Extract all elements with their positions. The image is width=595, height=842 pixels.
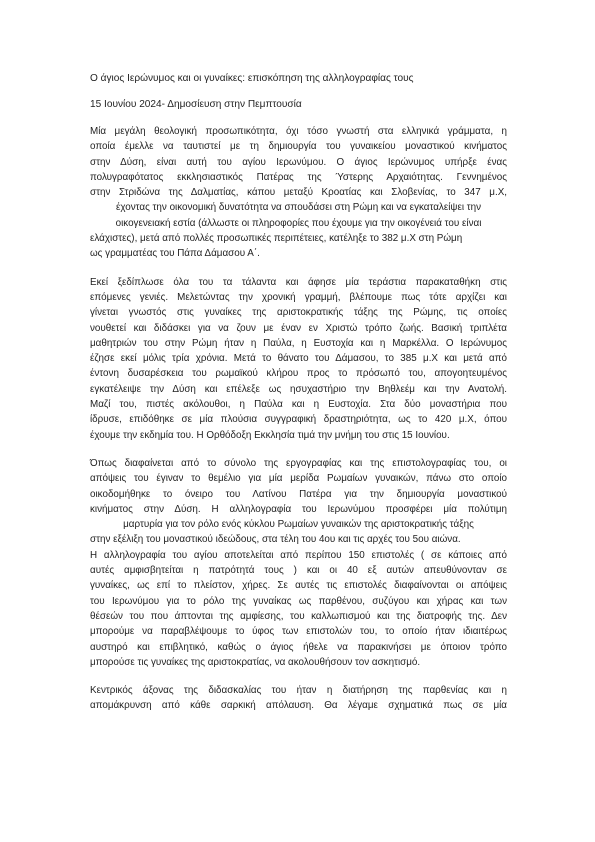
text-line: απόψεις του έγιναν το θεμέλιο για μία μερίδα Ρωμαίων γυναικών, πάνω στο οποίο	[90, 473, 507, 485]
publication-date-line: 15 Ιουνίου 2024- Δημοσίευση στην Πεμπτουσία	[90, 99, 302, 110]
text-line: πολυγραφότατος εκκλησιαστικός Πατέρας της Ύστερης Αρχαιότητας. Γεννημένος	[90, 171, 507, 183]
paragraph-4	[90, 683, 507, 714]
text-line: στην Δύση, είναι αυτή του αγίου Ιερωνύμου. Ο άγιος Ιερώνυμος υπήρξε ένας	[90, 156, 507, 168]
text-line: αυστηρό και επιβλητικό, καθώς ο άγιος ήθελε να παρακινήσει με όποιον τρόπο	[90, 641, 507, 653]
text-line: ίδρυσε, επιδόθηκε σε μία πλούσια συγγραφική δραστηριότητα, ως το 420 μ.Χ, όπου	[90, 414, 507, 426]
text-line: έζησε εκεί μόλις τρία χρόνια. Μετά το θάνατο του Δάμασου, το 385 μ.Χ και μετά από	[90, 353, 507, 365]
text-line: του Ιερωνύμου για το ρόλο της γυναίκας ως παρθένου, συζύγου και χήρας και των	[90, 595, 507, 607]
text-line: απομάκρυνση από κάθε σαρκική απόλαυση. Θα λέγαμε σχηματικά πως σε μία	[90, 700, 507, 712]
text-line: επόμενες γενιές. Μελετώντας την χρονική γραμμή, βλέπουμε πως τότε αρχίζει και	[90, 291, 507, 303]
text-line: Εκεί ξεδίπλωσε όλα του τα τάλαντα και άφησε μία τεράστια παρακαταθήκη στις	[90, 276, 507, 288]
text-line: μπορούσε τις γυναίκες της αριστοκρατίας, να ακολουθήσουν τον ασκητισμό.	[90, 656, 421, 668]
text-line: έχουμε την εκδημία του. Η Ορθόδοξη Εκκλησία τιμά την μνήμη του στις 15 Ιουνίου.	[90, 429, 450, 441]
text-line: Μαζί του, πιστές ακόλουθοι, η Παύλα και η Ευστοχία. Στα δύο μοναστήρια που	[90, 399, 507, 411]
text-line: οικοδομήθηκε το όνειρο του Λατίνου Πατέρα για την δημιουργία μοναστικού	[90, 488, 507, 500]
text-line: γίνεται γνωστός στις γυναίκες της αριστοκρατικής τάξης της Ρώμης, τις οποίες	[90, 307, 507, 319]
text-line: στην Στριδώνα της Δαλματίας, κάπου μεταξύ Κροατίας και Σλοβενίας, το 347 μ.Χ,	[90, 187, 507, 199]
paragraph-1	[90, 124, 507, 262]
paragraph-3	[90, 456, 507, 670]
text-line: ως γραμματέας του Πάπα Δάμασου Α΄.	[90, 248, 260, 260]
paragraph-2	[90, 275, 507, 443]
text-line: γυναίκες, ως επί το πλείστον, χήρες. Σε αυτές τις επιστολές διαφαίνονται οι απόψεις	[90, 580, 507, 592]
text-line: ελάχιστες), μετά από πολλές προσωπικές περιπέτειες, κατέληξε το 382 μ.Χ στη Ρώμη	[90, 233, 463, 245]
text-line: Όπως διαφαίνεται από το σύνολο της εργογραφίας και της επιστολογραφίας του, οι	[90, 457, 507, 469]
text-line: νουθετεί και διδάσκει για να ζουν με έναν εν Χριστώ τρόπο ζωής. Βασική τριπλέτα	[90, 322, 507, 334]
text-line: Η αλληλογραφία του αγίου αποτελείται από περίπου 150 επιστολές ( σε κάποιες από	[90, 549, 507, 561]
document-page	[90, 72, 507, 727]
text-line: αυτές αμφισβητείται η πατρότητά τους ) και οι 40 εξ αυτών απευθύνονταν σε	[90, 565, 507, 577]
text-line: μπορούμε να παραβλέψουμε το ύφος των επιστολών του, το οποίο ήταν ιδιαιτέρως	[90, 626, 507, 638]
text-line: Κεντρικός άξονας της διδασκαλίας του ήταν η διατήρηση της παρθενίας και η	[90, 685, 507, 697]
article-title: Ο άγιος Ιερώνυμος και οι γυναίκες: επισκόπηση της αλληλογραφίας τους	[90, 73, 414, 84]
text-line: έχοντας την οικονομική δυνατότητα να σπουδάσει στη Ρώμη και να εγκαταλείψει την	[115, 202, 482, 214]
text-line: μαθητριών του στην Ρώμη ήταν η Παύλα, η Ευστοχία και η Μαρκέλλα. Ο Ιερώνυμος	[90, 337, 507, 349]
text-line: μαρτυρία για τον ρόλο ενός κύκλου Ρωμαίων γυναικών της αριστοκρατικής τάξης	[123, 519, 474, 531]
text-line: θέσεών του που άπτονται της αμφίεσης, του καλλωπισμού και της διατροφής της. Δεν	[90, 610, 507, 622]
text-line: οικογενειακή εστία (άλλωστε οι πληροφορίες που έχουμε για την οικογένειά του είναι	[115, 217, 482, 229]
text-line: στην εξέλιξη του μοναστικού ιδεώδους, στα τέλη του 4ου και τις αρχές του 5ου αιώνα.	[90, 534, 461, 546]
text-line: Μία μεγάλη θεολογική προσωπικότητα, όχι τόσο γνωστή στα ελληνικά γράμματα, η	[90, 126, 507, 137]
text-line: οποία έμελλε να ταυτιστεί με τη δημιουργία του γυναικείου μοναστικού κινήματος	[90, 141, 507, 153]
text-line: εγκατέλειψε την Δύση και επέλεξε ως ησυχαστήριο την Βηθλεέμ και την Ανατολή.	[90, 383, 507, 395]
text-line: έντονη δυσαρέσκεια του ρωμαϊκού κλήρου προς το πρόσωπό του, απογοητευμένος	[90, 368, 507, 380]
text-line: κινήματος στην Δύση. Η αλληλογραφία του Ιερωνύμου προσφέρει μία πολύτιμη	[90, 503, 507, 515]
